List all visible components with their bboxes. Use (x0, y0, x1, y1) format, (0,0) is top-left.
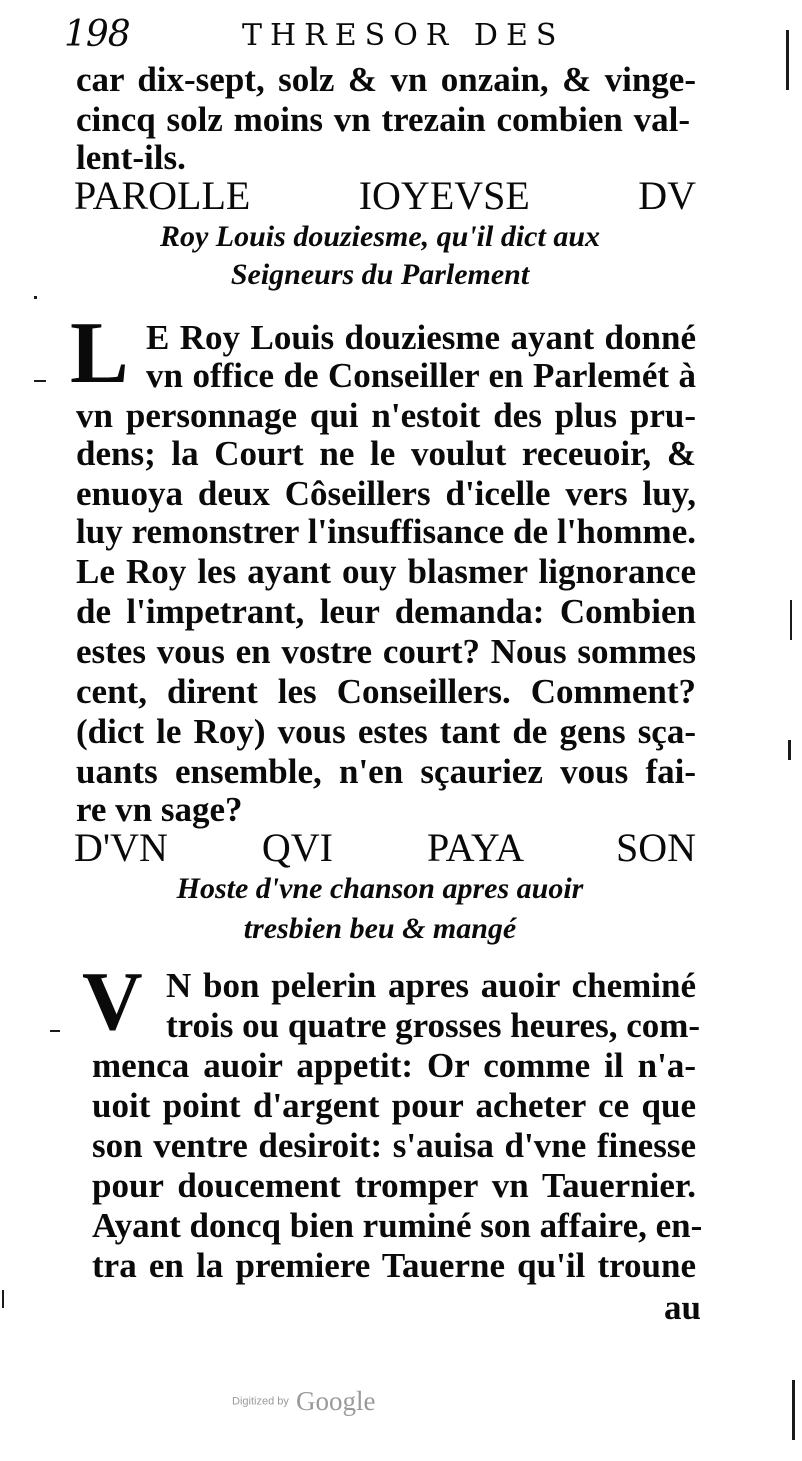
text-line: enuoya deux Côseillers d'icelle vers luy, (76, 474, 696, 513)
scan-speck (50, 1030, 60, 1032)
scan-speck (2, 1290, 4, 1308)
text-line: Ayant doncq bien ruminé son affaire, en- (92, 1206, 703, 1245)
text-line: luy remonstrer l'insuffisance de l'homme. (76, 512, 696, 551)
scan-speck (786, 30, 789, 90)
text-line: Le Roy les ayant ouy blasmer lignorance (76, 552, 696, 591)
running-head-title: THRESOR DES (242, 18, 565, 53)
scan-speck (34, 380, 46, 382)
digitized-by-label: Digitized by (232, 1395, 289, 1408)
section-heading: D'VN QVI PAYA SON (74, 825, 696, 870)
scan-speck (34, 296, 37, 299)
scan-speck (792, 1380, 795, 1440)
section-heading: PAROLLE IOYEVSE DV (74, 173, 696, 218)
text-line: N bon pelerin apres auoir cheminé (166, 966, 696, 1005)
text-line: cincq solz moins vn trezain combien val- (76, 100, 690, 139)
drop-cap-letter: V (82, 955, 143, 1048)
running-header (64, 14, 704, 58)
google-logo: Google (295, 1386, 376, 1416)
text-line: estes vous en vostre court? Nous sommes (76, 632, 696, 671)
text-line: vn personnage qui n'estoit des plus pru- (76, 396, 696, 435)
digitized-watermark (232, 1386, 375, 1417)
text-line: E Roy Louis douziesme ayant donné (146, 318, 696, 357)
text-line: tra en la premiere Tauerne qu'il troune (92, 1246, 696, 1285)
text-line: pour doucement tromper vn Tauernier. (92, 1166, 696, 1205)
section-subtitle: Seigneurs du Parlement (230, 258, 530, 291)
drop-cap-letter: L (70, 305, 129, 402)
text-line: son ventre desiroit: s'auisa d'vne finesse (92, 1126, 696, 1165)
text-line: cent, dirent les Conseillers. Comment? (76, 672, 696, 711)
text-line: car dix-sept, solz & vn onzain, & vinge- (76, 60, 696, 99)
text-line: uants ensemble, n'en sçauriez vous fai- (76, 752, 696, 791)
text-line: (dict le Roy) vous estes tant de gens sça- (76, 712, 696, 751)
text-line: lent-ils. (76, 138, 186, 177)
section-subtitle: tresbien beu & mangé (243, 912, 517, 945)
section-subtitle: Hoste d'vne chanson apres auoir (176, 872, 584, 905)
text-line: de l'impetrant, leur demanda: Combien (76, 592, 696, 631)
text-line: trois ou quatre grosses heures, com- (166, 1006, 701, 1045)
catchword: au (664, 1288, 701, 1327)
text-line: vn office de Conseiller en Parlemét à (146, 356, 696, 395)
page-number: 198 (64, 14, 130, 55)
text-line: re vn sage? (76, 790, 243, 829)
section-subtitle: Roy Louis douziesme, qu'il dict aux (159, 220, 601, 253)
text-line: menca auoir appetit: Or comme il n'a- (92, 1046, 696, 1085)
text-line: uoit point d'argent pour acheter ce que (92, 1086, 696, 1125)
text-line: dens; la Court ne le voulut receuoir, & (76, 434, 696, 473)
scan-speck (788, 740, 791, 760)
scan-speck (790, 600, 792, 640)
